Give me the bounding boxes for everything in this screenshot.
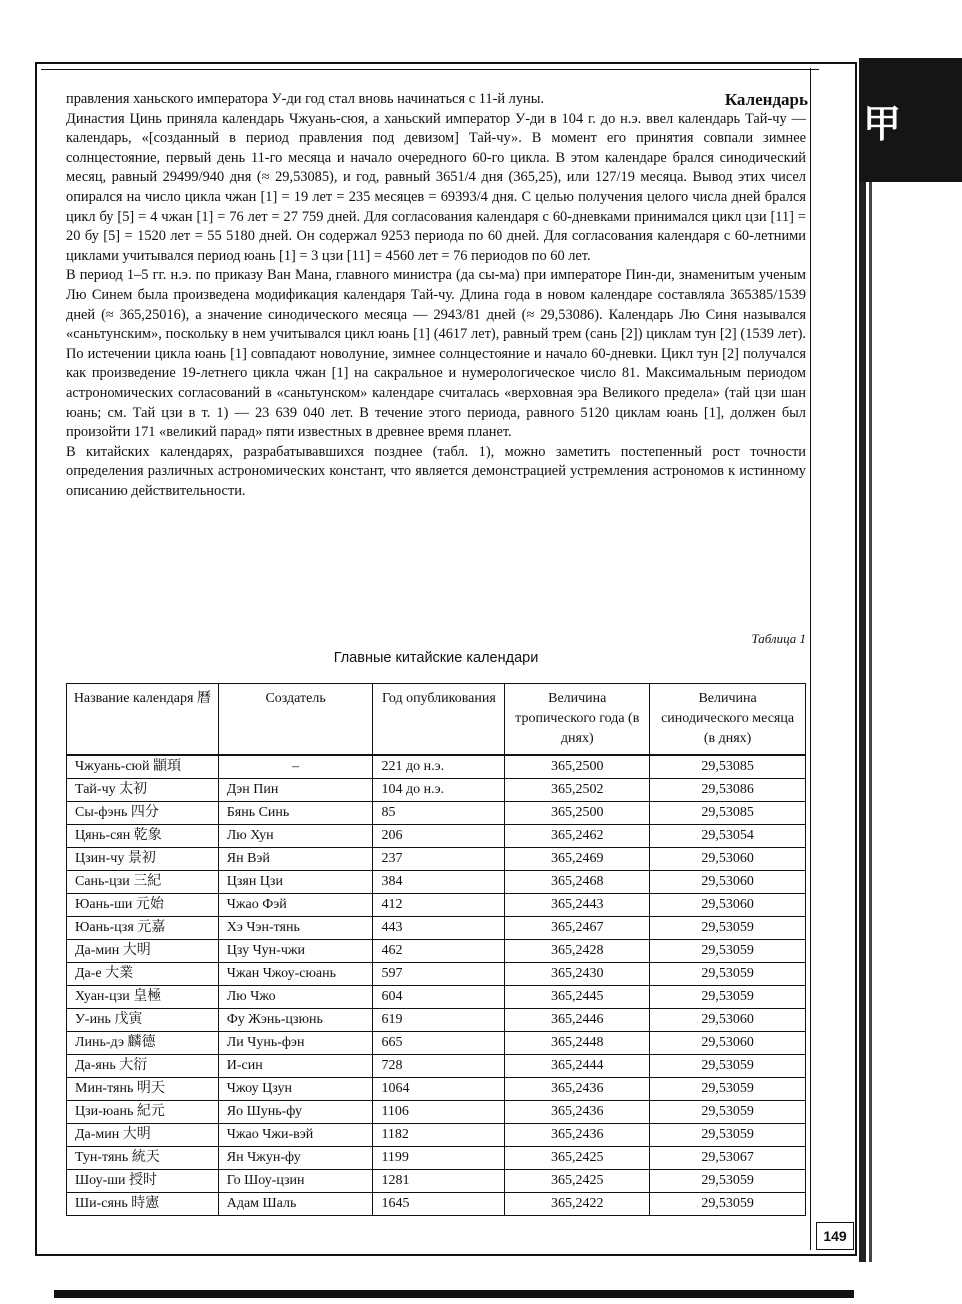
cell-year: 1064	[373, 1078, 505, 1101]
top-rule	[41, 69, 819, 70]
cell-creator: Бянь Синь	[218, 802, 373, 825]
cell-calendar-name: Да-янь 大衍	[67, 1055, 219, 1078]
table-body	[67, 755, 806, 1216]
paragraph-4: В китайских календарях, разрабатывавшихся позднее (табл. 1), можно заметить постепенный рост точности определения различных астрономических констант, что является демонстрацией устремления астрономов к истинному описанию действительности.	[66, 443, 806, 499]
cell-creator: Го Шоу-цзин	[218, 1170, 373, 1193]
cell-tropical-year: 365,2436	[505, 1101, 650, 1124]
table-row	[67, 1170, 806, 1193]
cell-creator: Хэ Чэн-тянь	[218, 917, 373, 940]
cell-synodic-month: 29,53060	[650, 894, 806, 917]
col-header-synodic-month: Величина синодического месяца (в днях)	[650, 684, 806, 756]
cell-tropical-year: 365,2422	[505, 1193, 650, 1216]
table-row	[67, 1193, 806, 1216]
table-title: Главные китайские календари	[333, 650, 539, 666]
table-row	[67, 779, 806, 802]
cell-synodic-month: 29,53059	[650, 917, 806, 940]
cell-calendar-name: Хуан-цзи 皇極	[67, 986, 219, 1009]
section-tab-glyph: 甲	[862, 102, 901, 146]
cell-tropical-year: 365,2425	[505, 1147, 650, 1170]
table-row	[67, 940, 806, 963]
cell-creator: Цзу Чун-чжи	[218, 940, 373, 963]
cell-tropical-year: 365,2500	[505, 802, 650, 825]
cell-creator: Фу Жэнь-цзюнь	[218, 1009, 373, 1032]
cell-creator: Дэн Пин	[218, 779, 373, 802]
cell-synodic-month: 29,53086	[650, 779, 806, 802]
col-header-year: Год опубликования	[373, 684, 505, 756]
cell-year: 1281	[373, 1170, 505, 1193]
cell-calendar-name: Юань-ши 元始	[67, 894, 219, 917]
cell-calendar-name: Линь-дэ 麟德	[67, 1032, 219, 1055]
col-header-name: Название календаря 曆	[67, 684, 219, 756]
cell-calendar-name: Сань-цзи 三紀	[67, 871, 219, 894]
table-row	[67, 1101, 806, 1124]
cell-synodic-month: 29,53060	[650, 1009, 806, 1032]
cell-synodic-month: 29,53085	[650, 755, 806, 779]
sidebar-stripe-thin	[869, 182, 872, 1262]
cell-tropical-year: 365,2430	[505, 963, 650, 986]
right-margin-rule	[810, 68, 811, 1250]
bottom-bar	[54, 1290, 854, 1298]
cell-year: 1106	[373, 1101, 505, 1124]
cell-synodic-month: 29,53060	[650, 1032, 806, 1055]
cell-tropical-year: 365,2445	[505, 986, 650, 1009]
bottom-rule	[52, 1254, 816, 1255]
cell-year: 665	[373, 1032, 505, 1055]
cell-creator: Лю Чжо	[218, 986, 373, 1009]
cell-year: 597	[373, 963, 505, 986]
calendars-table	[66, 683, 806, 1216]
cell-creator: Ян Чжун-фу	[218, 1147, 373, 1170]
paragraph-1: правления ханьского императора У-ди год стал вновь начинаться с 11-й луны.	[66, 91, 545, 107]
table-row	[67, 917, 806, 940]
cell-tropical-year: 365,2500	[505, 755, 650, 779]
cell-year: 104 до н.э.	[373, 779, 505, 802]
cell-year: 1199	[373, 1147, 505, 1170]
col-header-tropical-year: Величина тропического года (в днях)	[505, 684, 650, 756]
cell-creator: Яо Шунь-фу	[218, 1101, 373, 1124]
paragraph-3: В период 1–5 гг. н.э. по приказу Ван Мана, главного министра (да сы-ма) при императоре Пин-ди, знаменитым ученым Лю Синем была произведена модификация календаря Тай-чу. Длина года в новом календаре составляла 365385/1539 дней (≈ 365,25016), а значение синодического месяца — 2943/81 дней (≈ 29,53086). Календарь Лю Синя назывался «саньтунским», поскольку в нем учитывался цикл юань [1] (4617 лет), равный трем (сань [2]) циклам тун [2] (1539 лет). По истечении цикла юань [1] совпадают новолуние, зимнее солнцестояние и начало 60-дневки. Цикл тун [2] получался как произведение 19-летнего цикла чжан [1] на сакральное и нумерологическое число 81. Максимальным периодом астрономических согласований в «саньтунском» календаре считалась «верховная эра Великого предела» (тай цзи шан юань; см. Тай цзи в т. 1) — 23 639 040 лет. В течение этого периода, равного 5120 циклам юань [1], должен был произойти 171 «великий парад» пяти известных в древнее время планет.	[66, 267, 806, 441]
cell-year: 1645	[373, 1193, 505, 1216]
table-row	[67, 755, 806, 779]
cell-synodic-month: 29,53059	[650, 986, 806, 1009]
cell-calendar-name: Чжуань-сюй 顓頊	[67, 755, 219, 779]
cell-synodic-month: 29,53059	[650, 940, 806, 963]
cell-tropical-year: 365,2448	[505, 1032, 650, 1055]
cell-year: 237	[373, 848, 505, 871]
table-header-row	[67, 684, 806, 756]
table-row	[67, 1078, 806, 1101]
cell-calendar-name: Шоу-ши 授时	[67, 1170, 219, 1193]
cell-creator: Ли Чунь-фэн	[218, 1032, 373, 1055]
cell-tropical-year: 365,2502	[505, 779, 650, 802]
cell-year: 619	[373, 1009, 505, 1032]
cell-calendar-name: Мин-тянь 明天	[67, 1078, 219, 1101]
cell-year: 728	[373, 1055, 505, 1078]
table-row	[67, 963, 806, 986]
table-row	[67, 825, 806, 848]
table-row	[67, 1124, 806, 1147]
cell-synodic-month: 29,53059	[650, 1055, 806, 1078]
table-row	[67, 894, 806, 917]
cell-year: 221 до н.э.	[373, 755, 505, 779]
cell-calendar-name: Юань-цзя 元嘉	[67, 917, 219, 940]
cell-year: 206	[373, 825, 505, 848]
cell-tropical-year: 365,2436	[505, 1124, 650, 1147]
paragraph-2: Династия Цинь приняла календарь Чжуань-сюя, а ханьский император У-ди в 104 г. до н.э. ввел календарь Тай-чу — календарь, «[созданный в период правления под девизом] Тай-чу». В момент его принятия совпали зимнее солнцестояние, первый день 11-го месяца и начало очередного 60-го цикла. В этом календаре брался синодический месяц, равный 29499/940 дня (≈ 29,53085), и год, равный 3651/4 дня (365,25), или 127/19 месяца. Вывод этих чисел опирался на число цикла чжан [1] = 19 лет = 235 месяцев = 69393/4 дня. С целью получения целого числа дней брался цикл бу [5] = 4 чжан [1] = 76 лет = 27 759 дней. Для согласования календаря с 60-дневками принимался цикл цзи [11] = 20 бу [5] = 1520 лет = 55 5180 дней. Он содержал 9253 периода по 60 дней. Для согласования календаря с 60-летними циклами учитывался период юань [1] = 3 цзи [11] = 4560 лет = 76 периодов по 60 лет.	[66, 110, 806, 264]
cell-calendar-name: Цянь-сян 乾象	[67, 825, 219, 848]
table-row	[67, 871, 806, 894]
cell-creator: Чжан Чжоу-сюань	[218, 963, 373, 986]
running-header-title: Календарь	[724, 90, 808, 109]
cell-year: 443	[373, 917, 505, 940]
cell-calendar-name: Сы-фэнь 四分	[67, 802, 219, 825]
cell-synodic-month: 29,53054	[650, 825, 806, 848]
page-number: 149	[816, 1222, 854, 1250]
cell-calendar-name: Тун-тянь 統天	[67, 1147, 219, 1170]
cell-tropical-year: 365,2443	[505, 894, 650, 917]
cell-synodic-month: 29,53059	[650, 963, 806, 986]
table-row	[67, 1147, 806, 1170]
cell-synodic-month: 29,53060	[650, 871, 806, 894]
cell-year: 412	[373, 894, 505, 917]
cell-calendar-name: Да-мин 大明	[67, 1124, 219, 1147]
table-label: Таблица 1	[751, 631, 806, 646]
cell-synodic-month: 29,53059	[650, 1170, 806, 1193]
cell-creator: Адам Шаль	[218, 1193, 373, 1216]
table-row	[67, 1032, 806, 1055]
cell-tropical-year: 365,2462	[505, 825, 650, 848]
cell-year: 85	[373, 802, 505, 825]
cell-year: 1182	[373, 1124, 505, 1147]
cell-creator: Ян Вэй	[218, 848, 373, 871]
cell-calendar-name: Да-е 大業	[67, 963, 219, 986]
cell-tropical-year: 365,2428	[505, 940, 650, 963]
cell-year: 462	[373, 940, 505, 963]
cell-synodic-month: 29,53059	[650, 1101, 806, 1124]
cell-year: 604	[373, 986, 505, 1009]
cell-synodic-month: 29,53059	[650, 1124, 806, 1147]
cell-year: 384	[373, 871, 505, 894]
table-row	[67, 848, 806, 871]
cell-creator: –	[218, 755, 373, 779]
cell-synodic-month: 29,53059	[650, 1078, 806, 1101]
cell-tropical-year: 365,2468	[505, 871, 650, 894]
cell-creator: Цзян Цзи	[218, 871, 373, 894]
cell-creator: Чжоу Цзун	[218, 1078, 373, 1101]
cell-calendar-name: Да-мин 大明	[67, 940, 219, 963]
cell-calendar-name: У-инь 戊寅	[67, 1009, 219, 1032]
cell-calendar-name: Цзи-юань 紀元	[67, 1101, 219, 1124]
cell-synodic-month: 29,53067	[650, 1147, 806, 1170]
cell-tropical-year: 365,2425	[505, 1170, 650, 1193]
cell-tropical-year: 365,2444	[505, 1055, 650, 1078]
cell-calendar-name: Цзин-чу 景初	[67, 848, 219, 871]
cell-calendar-name: Ши-сянь 時憲	[67, 1193, 219, 1216]
cell-tropical-year: 365,2446	[505, 1009, 650, 1032]
table-row	[67, 986, 806, 1009]
cell-synodic-month: 29,53085	[650, 802, 806, 825]
cell-creator: И-син	[218, 1055, 373, 1078]
cell-tropical-year: 365,2436	[505, 1078, 650, 1101]
cell-synodic-month: 29,53059	[650, 1193, 806, 1216]
sidebar-stripe	[859, 182, 866, 1262]
article-body	[66, 90, 806, 501]
cell-tropical-year: 365,2467	[505, 917, 650, 940]
table-row	[67, 1009, 806, 1032]
table-row	[67, 802, 806, 825]
col-header-creator: Создатель	[218, 684, 373, 756]
cell-creator: Чжао Фэй	[218, 894, 373, 917]
cell-creator: Лю Хун	[218, 825, 373, 848]
table-row	[67, 1055, 806, 1078]
cell-calendar-name: Тай-чу 太初	[67, 779, 219, 802]
cell-synodic-month: 29,53060	[650, 848, 806, 871]
cell-creator: Чжао Чжи-вэй	[218, 1124, 373, 1147]
cell-tropical-year: 365,2469	[505, 848, 650, 871]
